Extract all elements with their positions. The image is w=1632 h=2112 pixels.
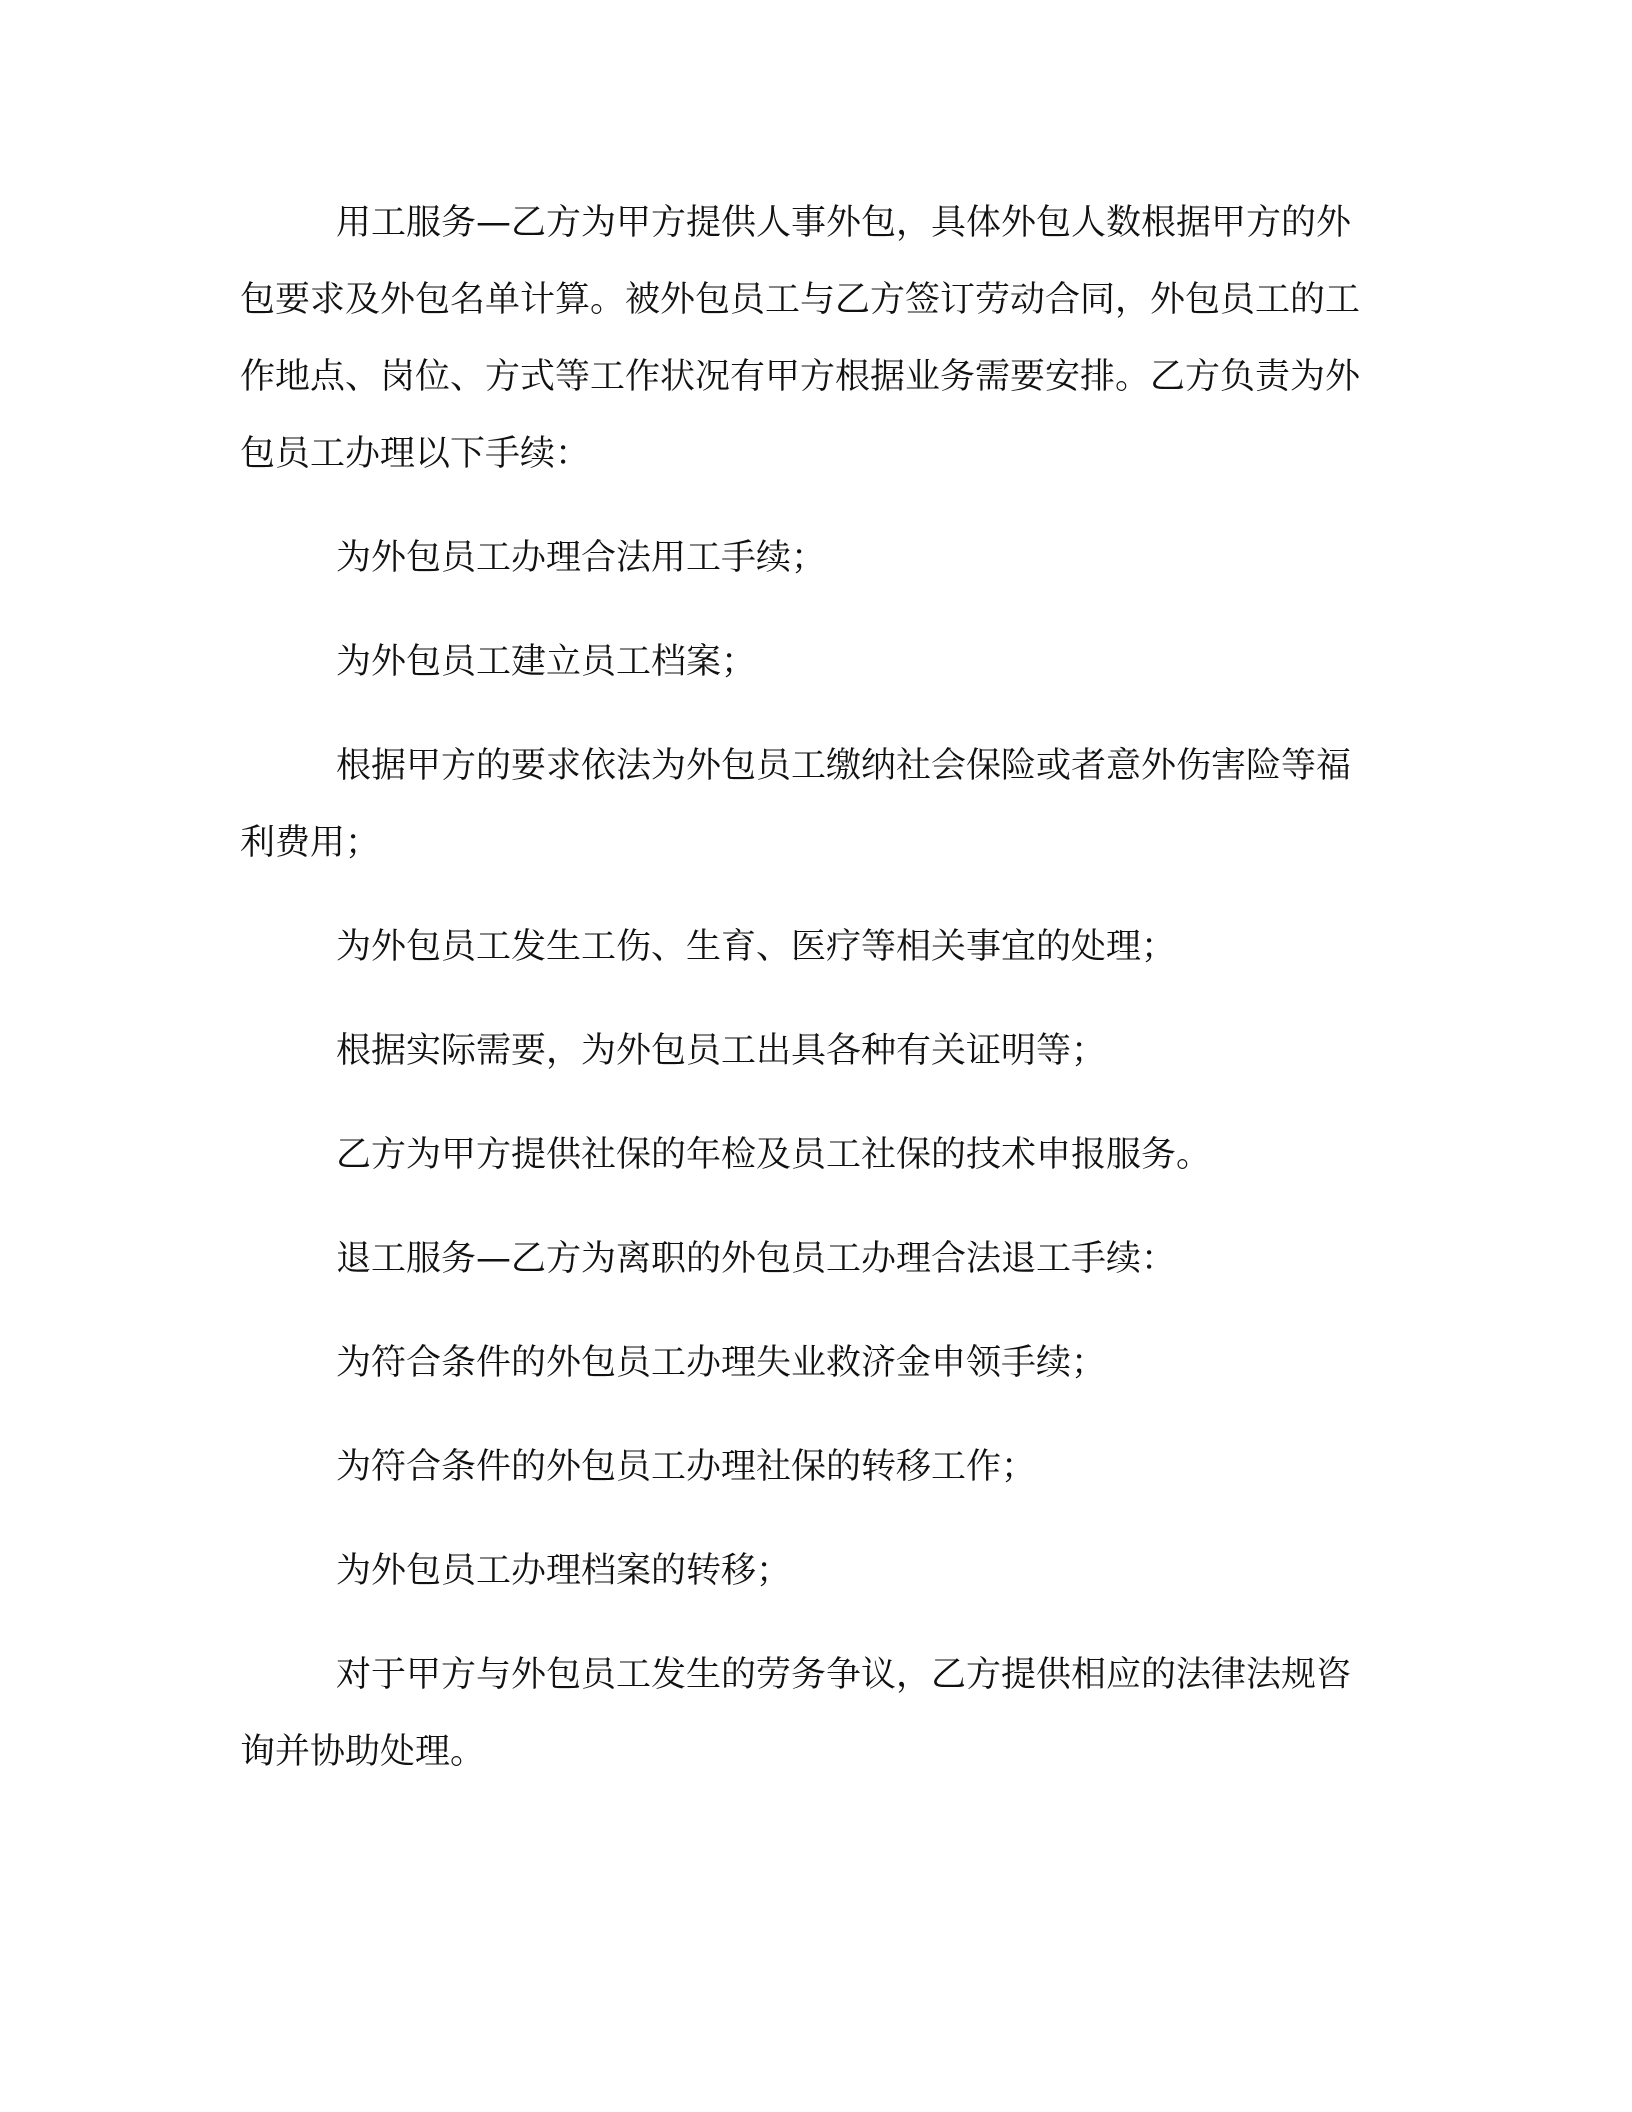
paragraph-certificates: 根据实际需要，为外包员工出具各种有关证明等； — [336, 1031, 1107, 1071]
paragraph-legal-employment-procedures: 为外包员工办理合法用工手续； — [336, 538, 827, 578]
paragraph-social-security-services: 乙方为甲方提供社保的年检及员工社保的技术申报服务。 — [336, 1135, 1212, 1175]
paragraph-employment-service: 用工服务—乙方为甲方提供人事外包，具体外包人数根据甲方的外包要求及外包名单计算。被外包员工与乙方签订劳动合同，外包员工的工作地点、岗位、方式等工作状况有甲方根据业务需要安排。乙方负责为外包员工办理以下手续： — [240, 203, 1361, 474]
document-body — [240, 185, 1380, 1791]
paragraph-social-security-transfer: 为符合条件的外包员工办理社保的转移工作； — [336, 1447, 1037, 1487]
paragraph-labor-dispute: 对于甲方与外包员工发生的劳务争议，乙方提供相应的法律法规咨询并协助处理。 — [240, 1655, 1352, 1772]
paragraph-employee-records: 为外包员工建立员工档案； — [336, 642, 757, 682]
paragraph-social-insurance: 根据甲方的要求依法为外包员工缴纳社会保险或者意外伤害险等福利费用； — [240, 746, 1352, 863]
paragraph-unemployment-benefits: 为符合条件的外包员工办理失业救济金申领手续； — [336, 1343, 1107, 1383]
paragraph-resignation-service: 退工服务—乙方为离职的外包员工办理合法退工手续： — [336, 1239, 1177, 1279]
paragraph-work-injury-handling: 为外包员工发生工伤、生育、医疗等相关事宜的处理； — [336, 927, 1177, 967]
paragraph-file-transfer: 为外包员工办理档案的转移； — [336, 1551, 792, 1591]
